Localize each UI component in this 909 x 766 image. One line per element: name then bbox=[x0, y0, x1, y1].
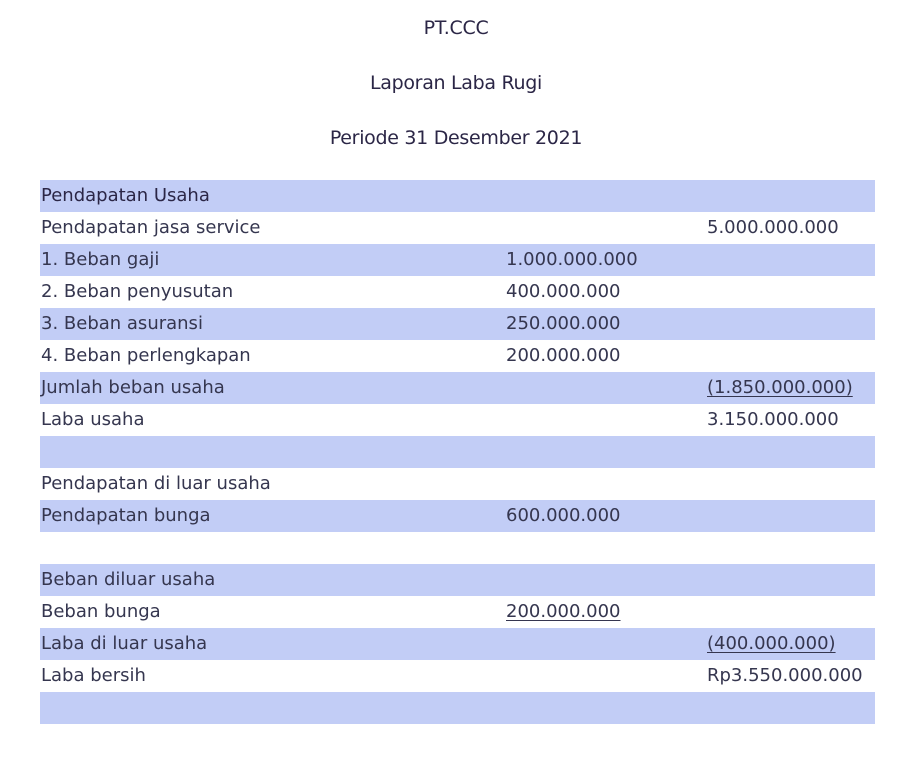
row-label: 4. Beban perlengkapan bbox=[41, 345, 251, 366]
row-detail-value: 600.000.000 bbox=[506, 505, 621, 526]
table-row-net-profit bbox=[40, 660, 875, 692]
income-statement-table bbox=[40, 180, 875, 724]
table-row-supplies-expense bbox=[40, 340, 875, 372]
row-label: Pendapatan di luar usaha bbox=[41, 473, 271, 494]
table-row-non-operating-revenue-header bbox=[40, 468, 875, 500]
row-label: Beban diluar usaha bbox=[41, 569, 216, 590]
row-label: 2. Beban penyusutan bbox=[41, 281, 234, 302]
row-label: Beban bunga bbox=[41, 601, 161, 622]
table-row-depreciation-expense bbox=[40, 276, 875, 308]
table-row-empty bbox=[40, 532, 875, 564]
row-label: Pendapatan Usaha bbox=[41, 185, 210, 206]
table-row-empty bbox=[40, 692, 875, 724]
row-label: Pendapatan bunga bbox=[41, 505, 211, 526]
report-title: Laporan Laba Rugi bbox=[369, 72, 543, 94]
row-label: Laba bersih bbox=[41, 665, 146, 686]
row-total-value: 5.000.000.000 bbox=[707, 217, 839, 238]
row-label: 1. Beban gaji bbox=[41, 249, 160, 270]
row-total-value: (1.850.000.000) bbox=[707, 377, 853, 398]
table-row-insurance-expense bbox=[40, 308, 875, 340]
table-row-operating-revenue-header bbox=[40, 180, 875, 212]
company-name: PT.CCC bbox=[423, 17, 489, 39]
table-row-non-operating-profit bbox=[40, 628, 875, 660]
table-row-interest-revenue bbox=[40, 500, 875, 532]
table-row-service-revenue bbox=[40, 212, 875, 244]
table-row-operating-profit bbox=[40, 404, 875, 436]
row-label: Pendapatan jasa service bbox=[41, 217, 261, 238]
row-label: 3. Beban asuransi bbox=[41, 313, 203, 334]
row-total-value: Rp3.550.000.000 bbox=[707, 665, 863, 686]
table-row-interest-expense bbox=[40, 596, 875, 628]
row-label: Jumlah beban usaha bbox=[41, 377, 225, 398]
row-total-value: 3.150.000.000 bbox=[707, 409, 839, 430]
table-row-empty bbox=[40, 436, 875, 468]
row-detail-value: 250.000.000 bbox=[506, 313, 621, 334]
report-period: Periode 31 Desember 2021 bbox=[329, 127, 583, 149]
table-row-total-operating-expense bbox=[40, 372, 875, 404]
table-row-salary-expense bbox=[40, 244, 875, 276]
row-detail-value: 200.000.000 bbox=[506, 345, 621, 366]
table-row-non-operating-expense-header bbox=[40, 564, 875, 596]
row-detail-value: 400.000.000 bbox=[506, 281, 621, 302]
row-detail-value: 200.000.000 bbox=[506, 601, 621, 622]
row-label: Laba usaha bbox=[41, 409, 145, 430]
row-detail-value: 1.000.000.000 bbox=[506, 249, 638, 270]
row-total-value: (400.000.000) bbox=[707, 633, 836, 654]
row-label: Laba di luar usaha bbox=[41, 633, 208, 654]
